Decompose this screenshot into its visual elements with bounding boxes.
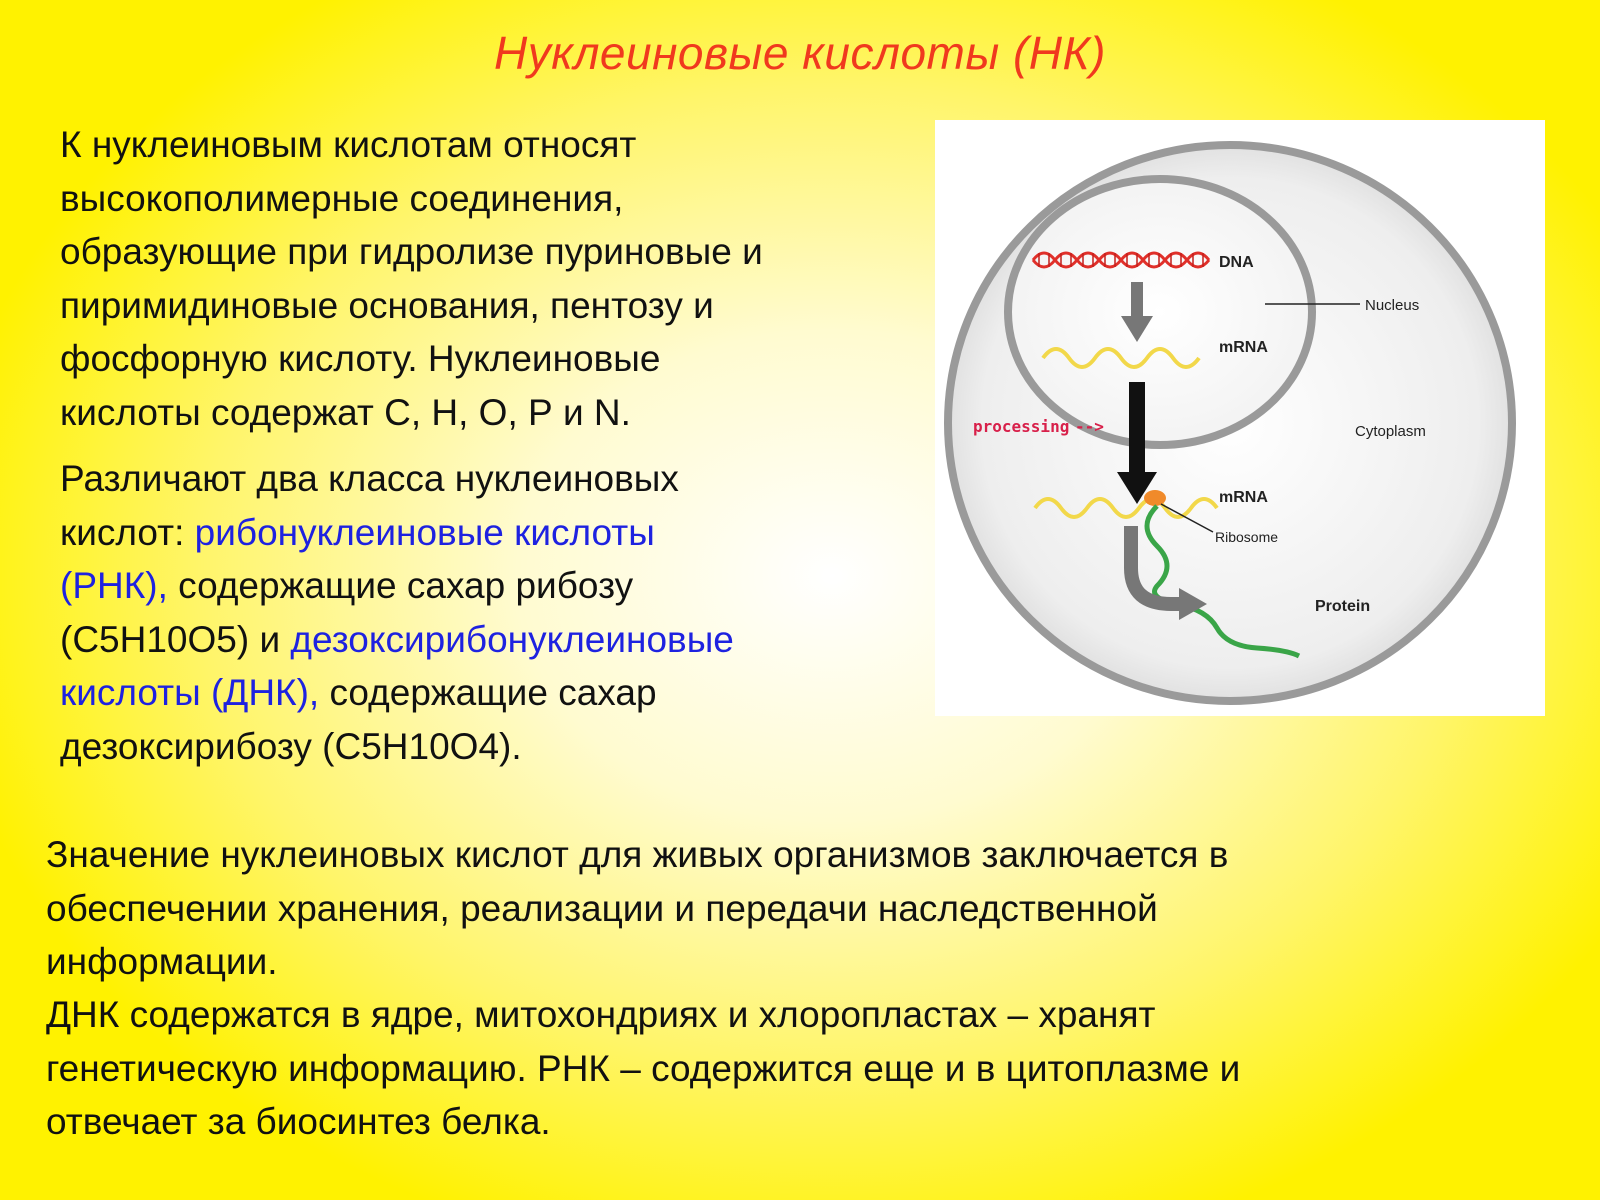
definition-paragraph [60, 118, 920, 439]
rna-abbr: (РНК), [60, 565, 168, 606]
text-line: Различают два класса нуклеиновых [60, 458, 679, 499]
text-line: информации. [46, 941, 278, 982]
text-line: отвечает за биосинтез белка. [46, 1101, 551, 1142]
ribosome-shape [1144, 490, 1166, 506]
nucleus-membrane [1008, 179, 1312, 445]
text-line: образующие при гидролизе пуриновые и [60, 231, 763, 272]
text-fragment: содержащие сахар [319, 672, 657, 713]
ribosome-label: Ribosome [1215, 529, 1279, 545]
cell-diagram-svg [935, 120, 1545, 716]
cytoplasm-label: Cytoplasm [1355, 423, 1426, 440]
text-line [60, 506, 920, 560]
text-fragment: кислот: [60, 511, 195, 553]
significance-paragraph [46, 828, 1566, 989]
location-paragraph [46, 988, 1566, 1149]
text-line: К нуклеиновым кислотам относят [60, 124, 637, 165]
processing-arrow: --> [1075, 417, 1104, 436]
page-title: Нуклеиновые кислоты (НК) [494, 27, 1106, 79]
text-line: пиримидиновые основания, пентозу и [60, 284, 714, 326]
classes-paragraph [60, 452, 920, 773]
text-line [60, 559, 920, 613]
dna-term: дезоксирибонуклеиновые [290, 618, 734, 660]
dna-label: DNA [1219, 254, 1254, 271]
text-fragment: (С5Н10О5) и [60, 618, 291, 660]
text-line: высокополимерные соединения, [60, 177, 624, 219]
text-line [60, 666, 920, 720]
dna-abbr: кислоты (ДНК), [60, 672, 320, 713]
protein-label: Protein [1315, 598, 1371, 615]
text-line: кислоты содержат С, Н, О, Р и N. [60, 391, 631, 433]
nucleus-label: Nucleus [1365, 297, 1420, 314]
text-line: фосфорную кислоту. Нуклеиновые [60, 338, 661, 379]
processing-label: processing [973, 417, 1070, 436]
mrna-top-label: mRNA [1219, 339, 1268, 356]
text-line [60, 613, 920, 667]
text-line: обеспечении хранения, реализации и передачи наследственной [46, 887, 1158, 929]
text-line: генетическую информацию. РНК – содержится еще и в цитоплазме и [46, 1047, 1241, 1089]
cell-diagram [935, 120, 1545, 716]
text-line: ДНК содержатся в ядре, митохондриях и хлоропластах – хранят [46, 994, 1156, 1035]
mrna-bottom-label: mRNA [1219, 489, 1268, 506]
rna-term: рибонуклеиновые кислоты [194, 511, 655, 553]
text-line: Значение нуклеиновых кислот для живых организмов заключается в [46, 834, 1229, 875]
text-fragment: содержащие сахар рибозу [167, 565, 634, 606]
text-line: дезоксирибозу (С5Н10О4). [60, 725, 522, 767]
